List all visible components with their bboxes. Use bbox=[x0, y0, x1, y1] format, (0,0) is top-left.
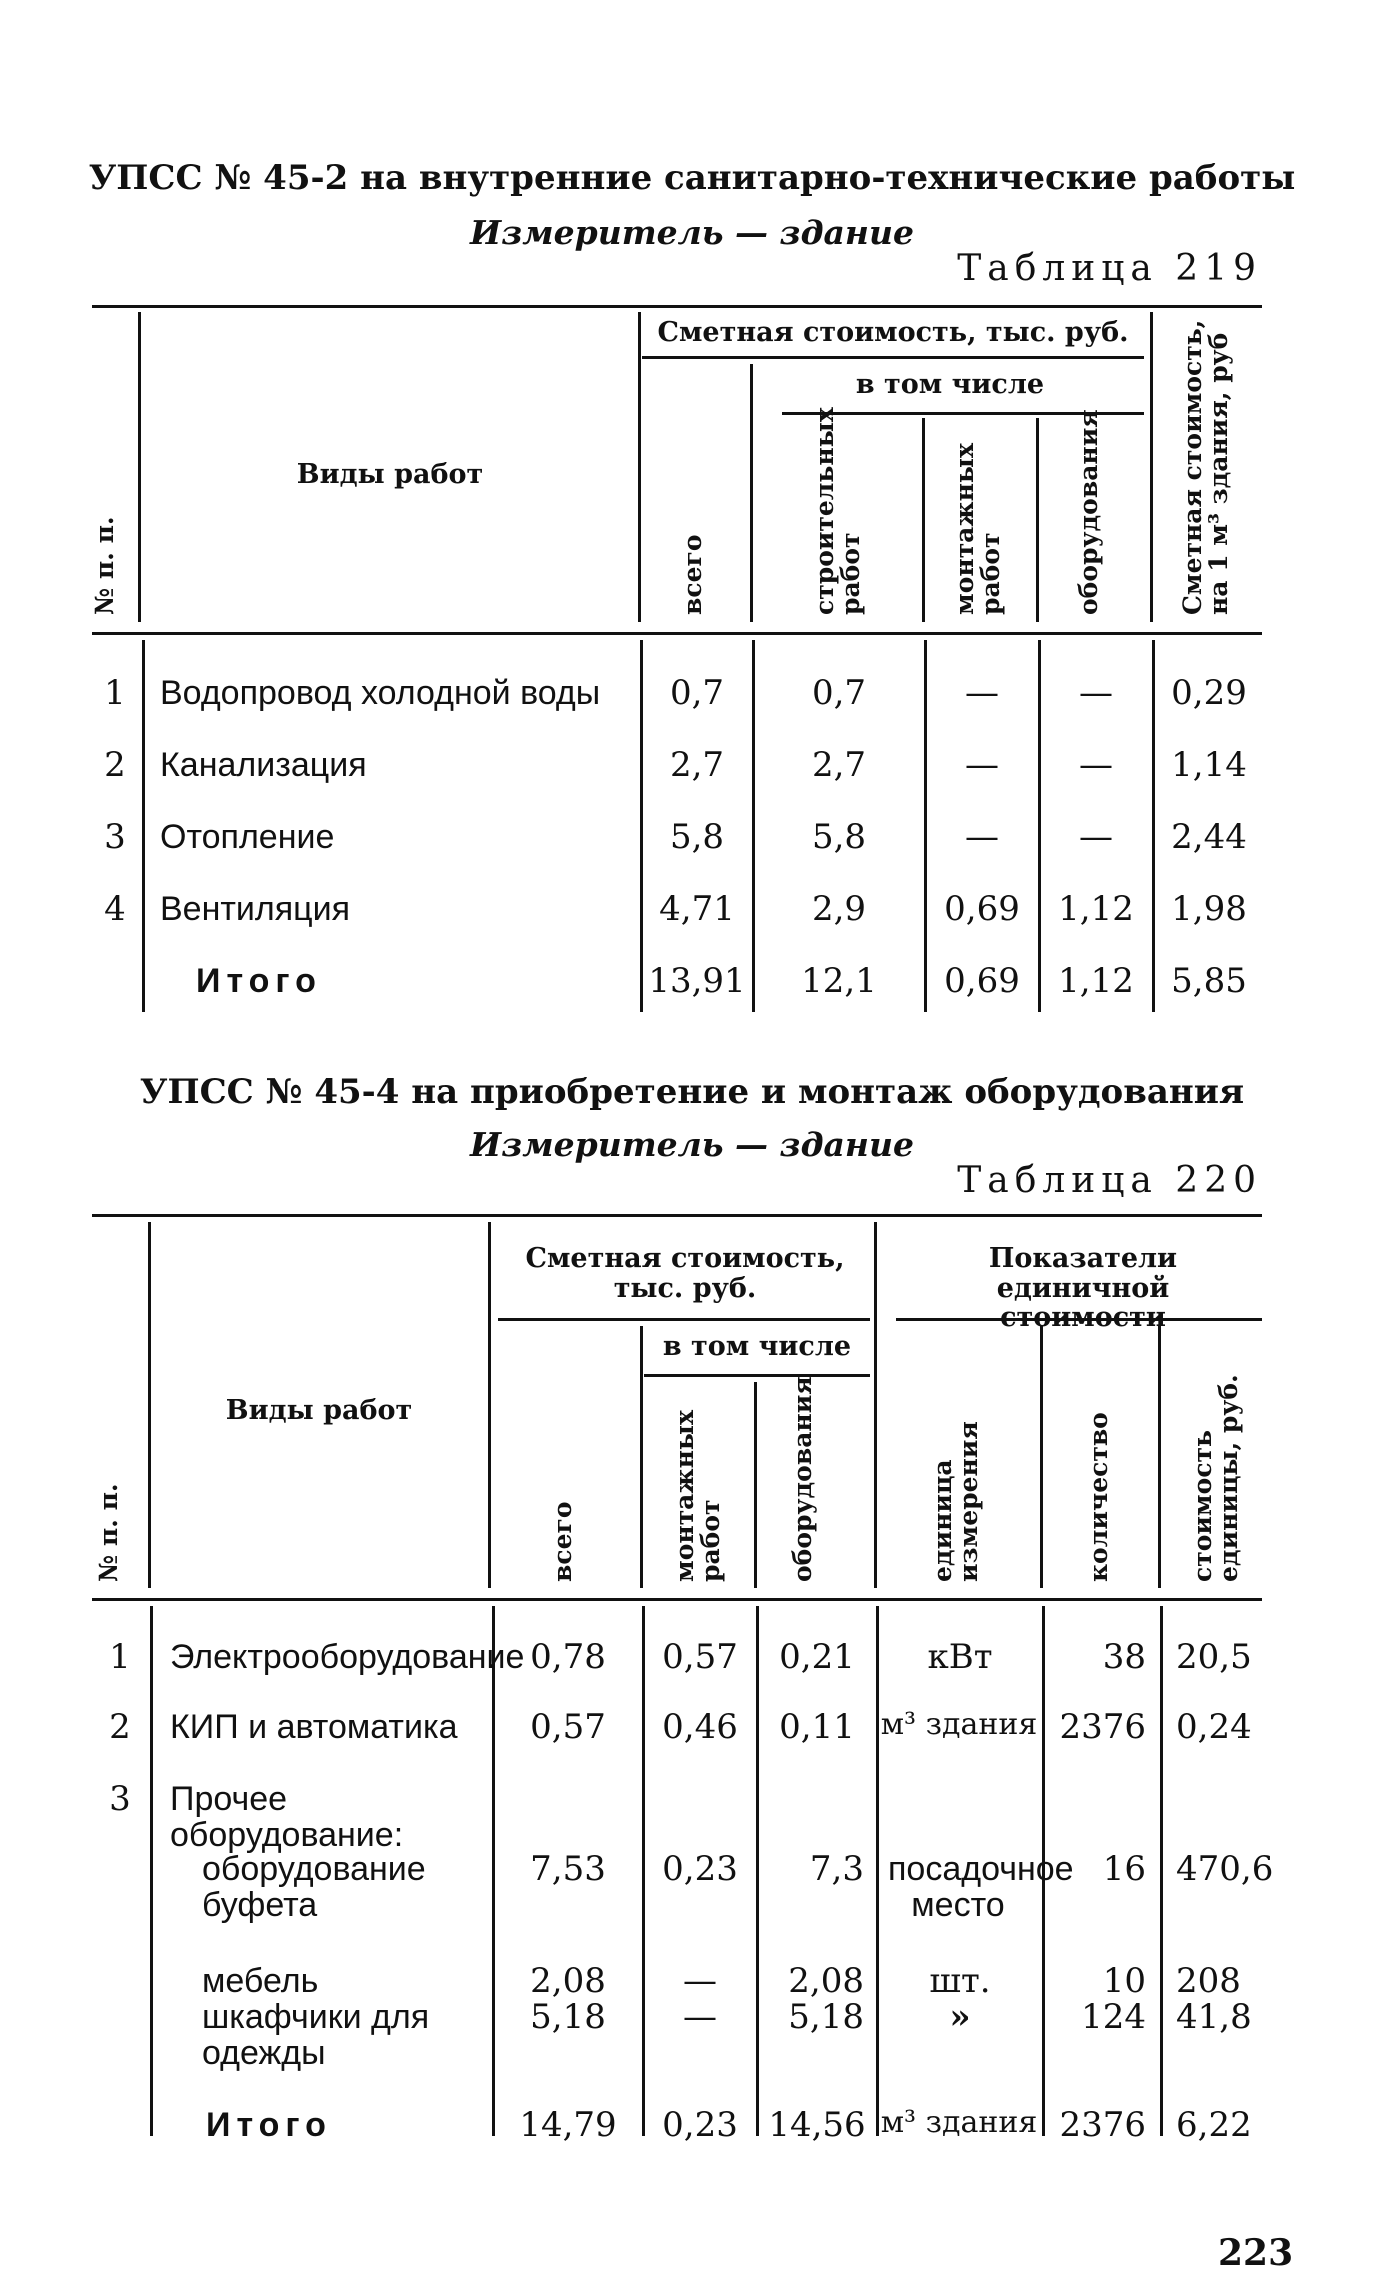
table-220-measure: Измеритель — здание bbox=[470, 1125, 914, 1164]
header-incl: в том числе bbox=[855, 369, 1045, 400]
header-cost: Сметная стоимость, тыс. руб. bbox=[525, 1243, 845, 1304]
header-total: всего bbox=[678, 534, 707, 615]
header-cost: Сметная стоимость, тыс. руб. bbox=[657, 317, 1129, 348]
page-number: 223 bbox=[1218, 2232, 1294, 2274]
header-kind: Виды работ bbox=[296, 459, 484, 490]
header-incl: в том числе bbox=[662, 1331, 852, 1362]
header-unit-cost: стоимость единицы, руб. bbox=[1188, 1374, 1244, 1582]
table-219-title: УПСС № 45-2 на внутренние санитарно-технические работы bbox=[88, 158, 1296, 198]
header-build: строительных работ bbox=[810, 407, 866, 615]
header-mount: монтажных работ bbox=[670, 1410, 726, 1582]
table-219-measure: Измеритель — здание bbox=[470, 213, 914, 252]
header-equip: оборудования bbox=[788, 1376, 817, 1582]
table-220-title: УПСС № 45-4 на приобретение и монтаж оборудования bbox=[139, 1072, 1245, 1112]
header-indic: Показатели единичной стоимости bbox=[988, 1243, 1178, 1334]
table-220-label: Таблица 220 bbox=[957, 1160, 1262, 1201]
header-num: № п. п. bbox=[94, 1483, 123, 1582]
header-total: всего bbox=[548, 1501, 577, 1582]
table-219-label: Таблица 219 bbox=[957, 248, 1262, 289]
header-per-m3: Сметная стоимость, на 1 м³ здания, руб bbox=[1178, 319, 1234, 615]
header-num: № п. п. bbox=[90, 516, 119, 615]
header-kind: Виды работ bbox=[225, 1395, 413, 1426]
header-qty: количество bbox=[1084, 1412, 1113, 1582]
header-mount: монтажных работ bbox=[950, 443, 1006, 615]
header-equip: оборудования bbox=[1074, 409, 1103, 615]
header-unit: единица измерения bbox=[928, 1421, 984, 1582]
